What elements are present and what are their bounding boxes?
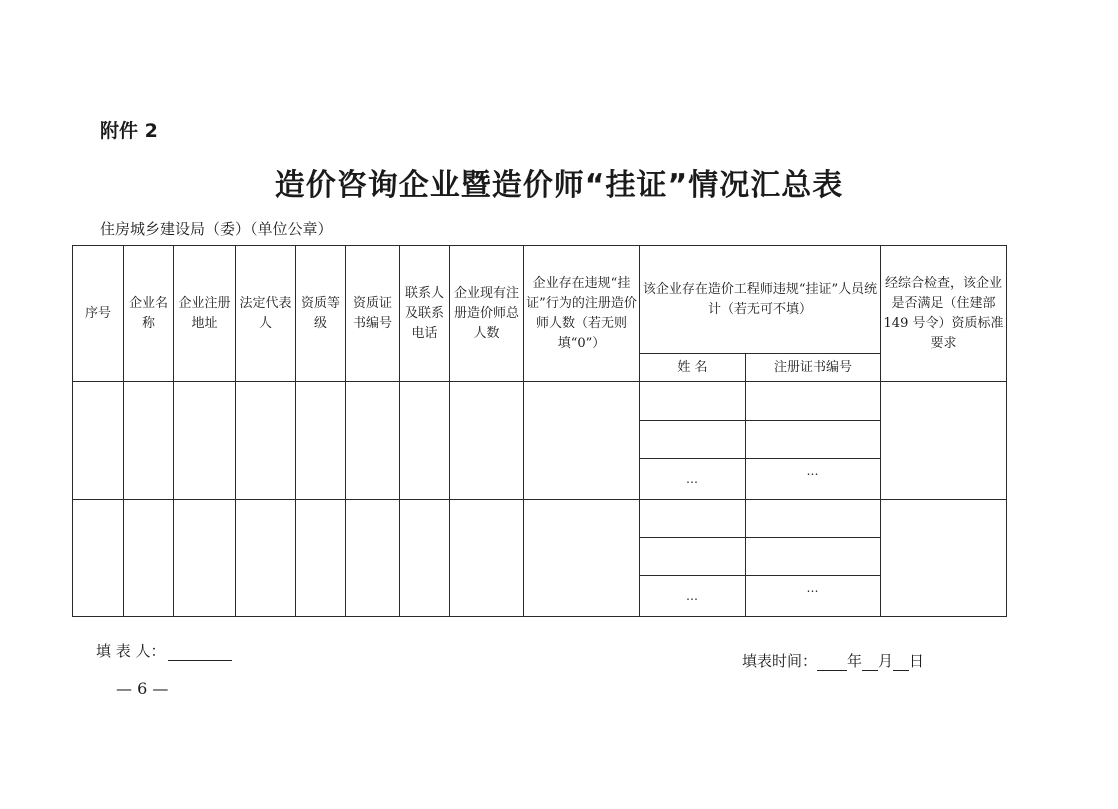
- column-header-total-engineers: 企业现有注册造价师总人数: [450, 246, 524, 382]
- table-cell: [640, 420, 746, 458]
- table-cell: [346, 499, 400, 616]
- table-cell: [400, 382, 450, 499]
- table-cell: [124, 499, 174, 616]
- table-cell: [746, 420, 881, 458]
- table-cell: [450, 382, 524, 499]
- column-header-certificate-number: 资质证书编号: [346, 246, 400, 382]
- ellipsis-cell: …: [746, 459, 881, 500]
- date-year-label: 年: [847, 652, 863, 670]
- filler-label: 填 表 人：: [96, 642, 166, 660]
- table-cell: [640, 499, 746, 537]
- table-cell: [124, 382, 174, 499]
- attachment-label: 附件 2: [100, 120, 158, 142]
- table-cell: [640, 382, 746, 420]
- column-header-contact: 联系人及联系电话: [400, 246, 450, 382]
- table-cell: [174, 499, 236, 616]
- table-cell: [236, 499, 296, 616]
- ellipsis-cell: …: [746, 576, 881, 617]
- column-header-compliance-check: 经综合检查，该企业是否满足（住建部 149 号令）资质标准要求: [881, 246, 1007, 382]
- issuing-unit-line: 住房城乡建设局（委）（单位公章）: [100, 220, 333, 238]
- document-title: 造价咨询企业暨造价师“挂证”情况汇总表: [274, 168, 844, 203]
- year-blank-line: [817, 657, 847, 671]
- summary-table: [72, 245, 1007, 617]
- column-header-violation-personnel: 该企业存在造价工程师违规“挂证”人员统计（若无可不填）: [640, 246, 881, 354]
- month-blank-line: [862, 657, 878, 671]
- table-cell: [640, 537, 746, 575]
- table-cell: [524, 382, 640, 499]
- table-cell: [746, 382, 881, 420]
- table-cell: [73, 499, 124, 616]
- date-month-label: 月: [878, 652, 894, 670]
- ellipsis-cell: …: [640, 459, 746, 500]
- table-row: [73, 499, 1007, 537]
- sub-header-name: 姓 名: [640, 354, 746, 382]
- table-cell: [524, 499, 640, 616]
- column-header-company-name: 企业名称: [124, 246, 174, 382]
- day-blank-line: [893, 657, 909, 671]
- table-cell: [450, 499, 524, 616]
- page-number: — 6 —: [116, 679, 169, 698]
- table-cell: [346, 382, 400, 499]
- column-header-legal-representative: 法定代表人: [236, 246, 296, 382]
- date-label: 填表时间：: [742, 652, 818, 670]
- table-cell: [296, 382, 346, 499]
- date-day-label: 日: [909, 652, 925, 670]
- table-cell: [881, 499, 1007, 616]
- table-cell: [296, 499, 346, 616]
- filler-signature: [96, 640, 232, 661]
- filler-blank-line: [168, 646, 232, 661]
- table-row: [73, 382, 1007, 420]
- table-cell: [746, 537, 881, 575]
- column-header-index: 序号: [73, 246, 124, 382]
- table-cell: [236, 382, 296, 499]
- table-cell: [174, 382, 236, 499]
- table-cell: [881, 382, 1007, 499]
- sub-header-certificate-number: 注册证书编号: [746, 354, 881, 382]
- column-header-qualification-level: 资质等级: [296, 246, 346, 382]
- table-cell: [73, 382, 124, 499]
- table-cell: [746, 499, 881, 537]
- table-cell: [400, 499, 450, 616]
- column-header-registered-address: 企业注册地址: [174, 246, 236, 382]
- fill-date: [742, 650, 924, 671]
- ellipsis-cell: …: [640, 576, 746, 617]
- column-header-violation-count: 企业存在违规“挂证”行为的注册造价师人数（若无则填“0”）: [524, 246, 640, 382]
